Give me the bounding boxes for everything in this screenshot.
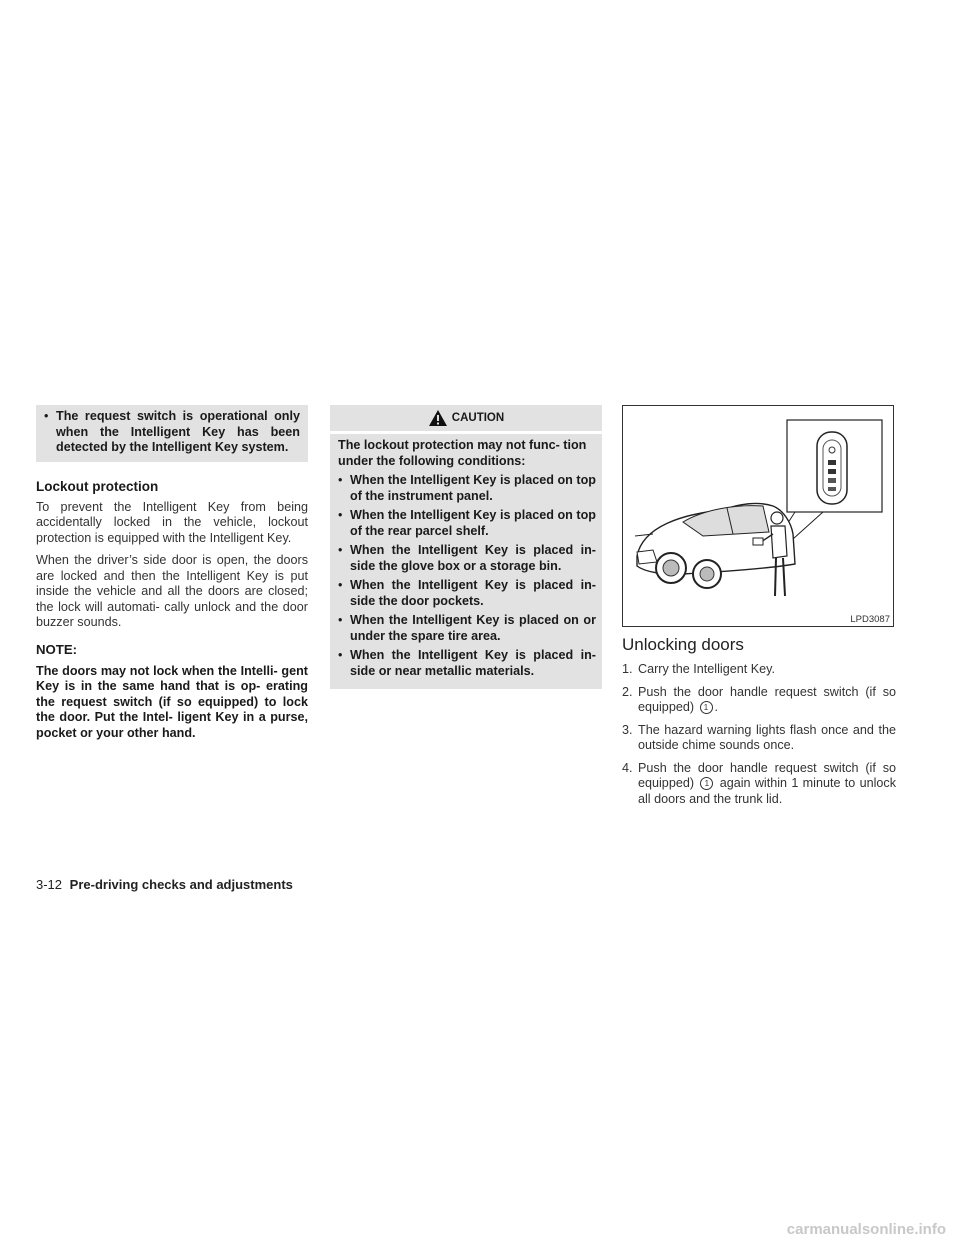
- step-number: 2.: [622, 684, 633, 699]
- intelligent-key-figure: [622, 405, 894, 627]
- center-column: [330, 405, 602, 689]
- figure-code: LPD3087: [850, 614, 890, 625]
- caution-item: • When the Intelligent Key is placed in- side the door pockets.: [338, 578, 596, 609]
- caution-header: [330, 405, 602, 431]
- step-number: 1.: [622, 662, 633, 676]
- note-body: The doors may not lock when the Intelli- gent Key is in the same hand that is op- erating the request switch (if so equipped) to lock the door. Put the Intel- ligent Key in a purse, pocket or your other hand.: [36, 663, 308, 740]
- lockout-protection-heading: Lockout protection: [36, 478, 159, 494]
- step-text: The hazard warning lights flash once and the outside chime sounds once.: [638, 722, 896, 752]
- caution-item: • When the Intelligent Key is placed on or under the spare tire area.: [338, 613, 596, 644]
- caution-item: • When the Intelligent Key is placed on top of the rear parcel shelf.: [338, 508, 596, 539]
- note-heading: NOTE:: [36, 641, 78, 657]
- page-footer: [36, 877, 293, 892]
- caution-item: • When the Intelligent Key is placed on top of the instrument panel.: [338, 473, 596, 504]
- step-text-end: again within 1 minute to unlock all doors and the trunk lid.: [638, 776, 897, 806]
- chapter-title: Pre-driving checks and adjustments: [69, 877, 293, 892]
- watermark: carmanualsonline.info: [786, 1221, 946, 1238]
- caution-item: • When the Intelligent Key is placed in- side the glove box or a storage bin.: [338, 543, 596, 574]
- warning-triangle-icon: [428, 409, 448, 427]
- step-2: [622, 685, 896, 716]
- step-1: [622, 662, 896, 678]
- step-text: Carry the Intelligent Key.: [638, 662, 775, 676]
- lockout-paragraph-2: When the driver’s side door is open, the doors are locked and then the Intelligent Key is put inside the vehicle and all the doors are closed; the lock will automati- cally unlock and the door buzzer sounds.: [36, 553, 308, 629]
- caution-box: [330, 405, 602, 689]
- step-4: [622, 761, 896, 808]
- unlocking-doors-heading: Unlocking doors: [622, 635, 744, 654]
- caution-body: [330, 431, 602, 679]
- request-switch-note-box: [36, 405, 308, 462]
- step-number: 3.: [622, 722, 633, 737]
- step-3: [622, 723, 896, 754]
- step-text-end: .: [714, 700, 719, 714]
- circled-number-marker: 1: [700, 701, 713, 714]
- lockout-paragraph-1: To prevent the Intelligent Key from being accidentally locked in the vehicle, lockout protection is equipped with the Intelligent Key.: [36, 499, 308, 545]
- request-switch-bullet: • The request switch is operational only when the Intelligent Key has been detected by the Intelligent Key system.: [44, 409, 300, 456]
- car-with-person-and-intelligent-key-illustration: [623, 406, 893, 626]
- step-number: 4.: [622, 760, 633, 775]
- caution-item: • When the Intelligent Key is placed in- side or near metallic materials.: [338, 648, 596, 679]
- circled-number-marker: 1: [700, 777, 713, 790]
- caution-lead: The lockout protection may not func- tion under the following conditions:: [338, 438, 587, 468]
- left-column: [36, 405, 308, 741]
- page-number: 3-12: [36, 877, 63, 892]
- caution-title: CAUTION: [451, 412, 505, 424]
- right-column: [622, 405, 896, 814]
- step-text: Push the door handle request switch (if so equipped): [638, 760, 896, 790]
- step-text: Push the door handle request switch (if so equipped): [638, 684, 896, 714]
